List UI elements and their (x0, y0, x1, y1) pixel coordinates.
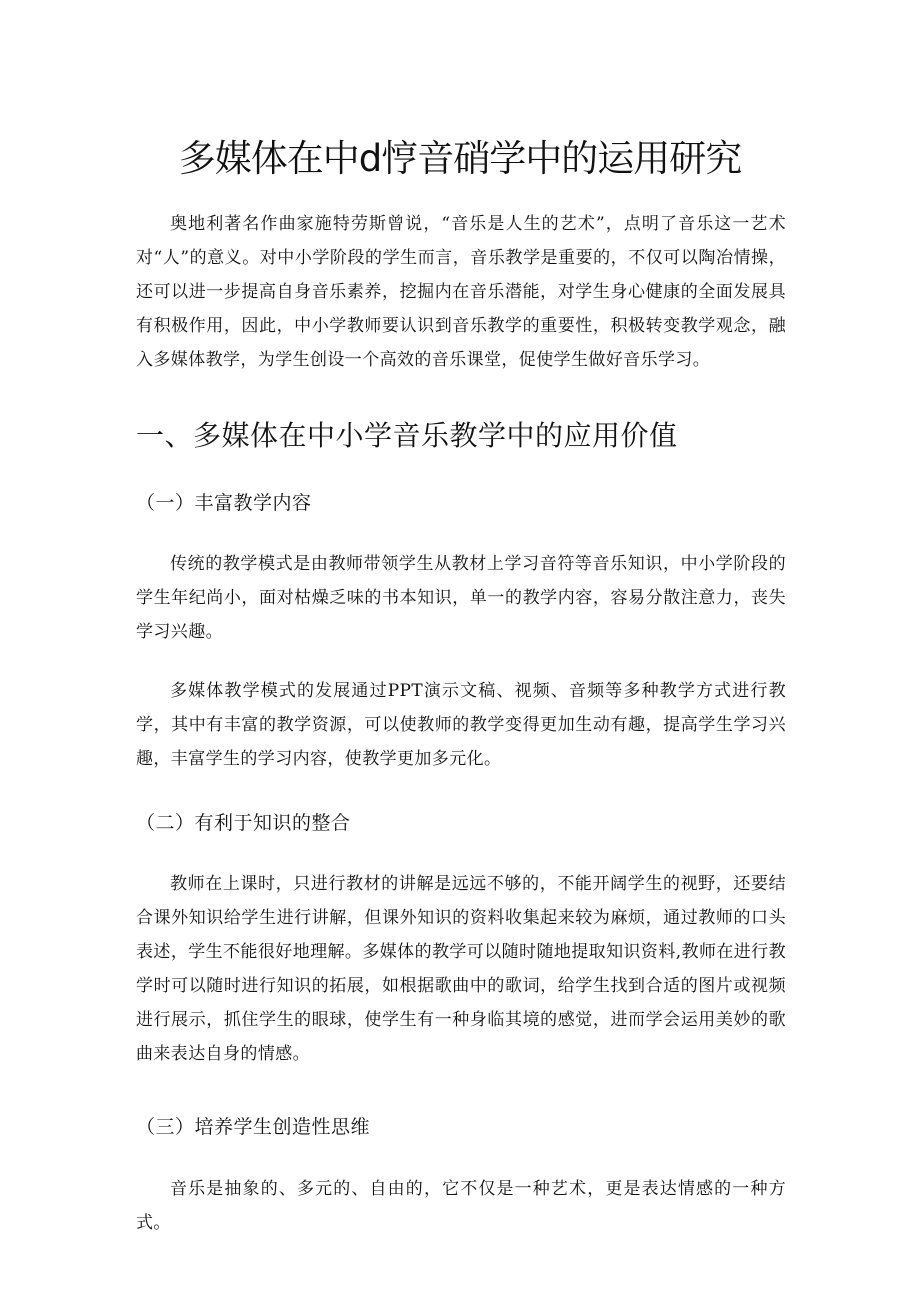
subsection-heading-1: （一）丰富教学内容 (136, 492, 312, 514)
paragraph-3-1: 音乐是抽象的、多元的、自由的，它不仅是一种艺术，更是表达情感的一种方式。 (136, 1179, 786, 1233)
intro-paragraph: 奥地利著名作曲家施特劳斯曾说，“音乐是人生的艺术”，点明了音乐这一艺术对“人”的意义。对中小学阶段的学生而言，音乐教学是重要的，不仅可以陶冶情操，还可以进一步提高自身音乐素养，挖掘内在音乐潜能，对学生身心健康的全面发展具有积极作用，因此，中小学教师要认识到音乐教学的重要性，积极转变教学观念，融入多媒体教学，为学生创设一个高效的音乐课堂，促使学生做好音乐学习。 (136, 214, 786, 370)
document-title: 多媒体在中d悙音硝学中的运用研究 (178, 137, 742, 180)
section-heading: 一、多媒体在中小学音乐教学中的应用价值 (136, 419, 678, 452)
subsection-heading-3: （三）培养学生创造性思维 (136, 1116, 371, 1138)
paragraph-1-1: 传统的教学模式是由教师带领学生从教材上学习音符等音乐知识，中小学阶段的学生年纪尚小，面对枯燥乏味的书本知识，单一的教学内容，容易分散注意力，丧失学习兴趣。 (136, 554, 786, 642)
subsection-heading-2: （二）有利于知识的整合 (136, 812, 351, 834)
paragraph-1-2: 多媒体教学模式的发展通过PPT演示文稿、视频、音频等多种教学方式进行教学，其中有丰富的教学资源，可以使教师的教学变得更加生动有趣，提高学生学习兴趣，丰富学生的学习内容，使教学更加多元化。 (136, 681, 786, 769)
paragraph-2-1: 教师在上课时，只进行教材的讲解是远远不够的，不能开阔学生的视野，还要结合课外知识给学生进行讲解，但课外知识的资料收集起来较为麻烦，通过教师的口头表述，学生不能很好地理解。多媒体的教学可以随时随地提取知识资料,教师在进行教学时可以随时进行知识的拓展，如根据歌曲中的歌词，给学生找到合适的图片或视频进行展示，抓住学生的眼球，使学生有一种身临其境的感觉，进而学会运用美妙的歌曲来表达自身的情感。 (136, 874, 786, 1064)
